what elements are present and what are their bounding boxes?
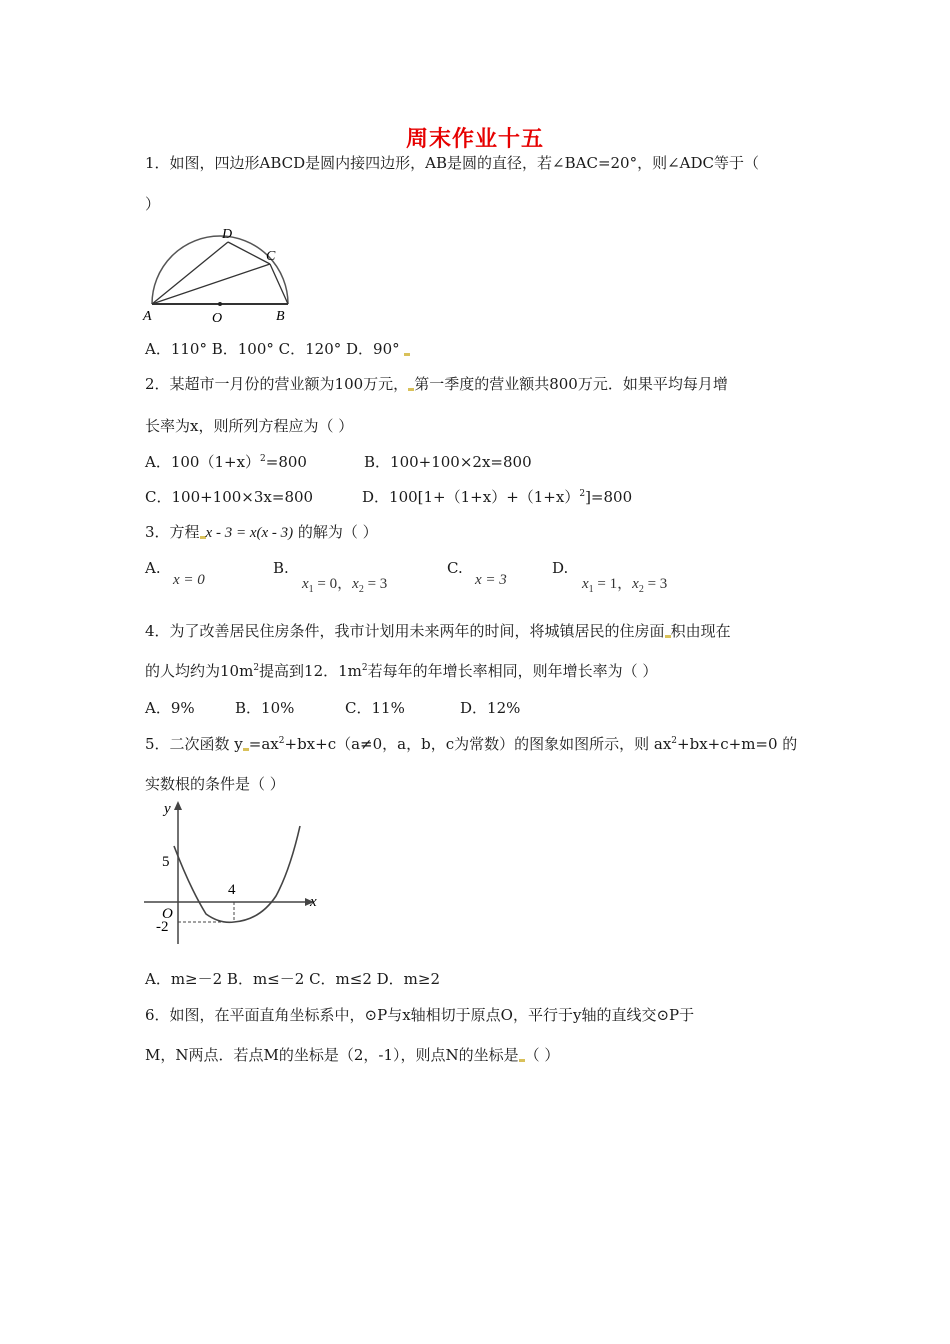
q4-text-line1 [145,620,731,641]
q3-equation: x - 3 = x(x - 3) [205,525,294,541]
q3-option-b-x2: x [352,576,359,592]
q1-center-point [218,302,222,306]
q4-text-line2 [145,660,657,681]
q4-text-line2a: 的人均约为10m [145,662,254,680]
q5-label-neg-two: -2 [156,919,169,935]
q4-option-b: B．10% [235,699,295,717]
q2-option-d-text: D．100[1+（1+x）+（1+x） [362,488,580,506]
q2-option-a-sup: 2 [260,454,266,464]
q1-circle-figure [140,222,300,326]
q1-semicircle-arc [152,236,288,304]
q3-prefix: 3．方程 [145,523,200,541]
q3-option-a-math [173,572,205,589]
q2-text-line2: 长率为x，则所列方程应为（ ） [145,417,354,435]
q5-label-y: y [164,801,171,817]
q5-parabola-curve [174,826,300,922]
q2-option-a [145,451,307,472]
q5-text-line1c: +bx+c（a≠0，a，b，c为常数）的图象如图所示，则 ax [284,735,672,753]
q5-label-origin: O [162,906,173,922]
q2-text-line1b: 第一季度的营业额共800万元．如果平均每月增 [414,375,728,393]
q3-option-a-value: x = 0 [173,572,205,588]
q4-option-c: C．11% [345,699,405,717]
q2-option-c: C．100+100×3x=800 [145,488,314,506]
q1-label-d: D [222,227,233,242]
q3-option-a-label: A. [145,559,161,577]
q5-sup1: 2 [278,736,285,746]
q3-suffix: 的解为（ ） [297,523,378,541]
q1-options-text: A．110° B．100° C．120° D．90° [145,340,400,358]
q6-text-line2a: M，N两点．若点M的坐标是（2，-1），则点N的坐标是 [145,1046,519,1064]
q1-chord-ad [152,242,228,304]
q1-label-a: A [143,309,152,324]
q3-option-c-value: x = 3 [475,572,507,588]
q5-text-line1d: +bx+c+m=0 的 [677,735,798,753]
q1-chord-dc [228,242,270,264]
q3-option-d-math [582,572,667,595]
q5-label-x: x [310,894,317,910]
page-title: 周末作业十五 [405,127,544,152]
q3-option-b-x1: x [302,576,309,592]
q6-text-line1: 6．如图，在平面直角坐标系中，⊙P与x轴相切于原点O，平行于y轴的直线交⊙P于 [145,1006,695,1024]
q1-label-c: C [266,249,276,264]
q3-option-d-x1-sub: 1 [588,584,594,595]
q5-text-line2: 实数根的条件是（ ） [145,775,285,793]
q1-text-line1: 1．如图，四边形ABCD是圆内接四边形，AB是圆的直径，若∠BAC=20°，则∠ADC等于（ [145,154,759,172]
q5-label-four: 4 [228,882,236,898]
q3-option-d-sep: ， [617,576,633,592]
q5-sup2: 2 [671,736,678,746]
q4-option-a: A．9% [145,699,195,717]
q3-option-c-label: C. [447,559,463,577]
q3-option-b-label: B. [273,559,289,577]
q3-option-b-x1-val: = 0 [313,576,338,592]
q3-option-b-math [302,572,387,595]
q4-sup1: 2 [253,663,260,673]
q2-option-d-tail: ]=800 [585,488,633,506]
q4-sup2: 2 [361,663,368,673]
q3-option-d-x2-sub: 2 [638,584,644,595]
q4-text-line2c: 若每年的年增长率相同，则年增长率为（ ） [367,662,658,680]
q3-option-b-x2-sub: 2 [358,584,364,595]
q3-option-d-x1: x [582,576,589,592]
q2-option-d-sup: 2 [579,489,586,499]
q3-option-c-math [475,572,507,589]
q6-text-line2 [145,1044,559,1065]
q3-text-line [145,521,378,542]
q1-options [145,338,410,359]
q2-text-line1 [145,373,728,394]
q2-option-d [362,486,632,507]
q5-label-five: 5 [162,854,170,870]
q4-option-d: D．12% [460,699,521,717]
q2-option-a-text: A．100（1+x） [145,453,261,471]
edit-mark [404,353,410,356]
q1-label-b: B [276,309,285,324]
q6-text-line2b: （ ） [524,1046,560,1064]
q5-text-line1 [145,733,797,754]
q3-option-d-x1-val: = 1 [593,576,618,592]
q3-option-b-x1-sub: 1 [308,584,314,595]
q1-text-line2: ） [145,195,161,213]
q5-y-arrow [174,801,182,810]
q1-chord-ac [152,264,270,304]
q4-text-line1b: 积由现在 [670,622,731,640]
q2-text-line1a: 2．某超市一月份的营业额为100万元， [145,375,409,393]
q2-option-a-tail: =800 [265,453,307,471]
q4-text-line2b: 提高到12．1m [259,662,362,680]
q5-text-line1a: 5．二次函数 y [145,735,243,753]
q3-option-b-x2-val: = 3 [363,576,388,592]
q3-option-b-sep: ， [337,576,353,592]
q3-option-d-x2: x [632,576,639,592]
q4-text-line1a: 4．为了改善居民住房条件，我市计划用未来两年的时间，将城镇居民的住房面 [145,622,665,640]
q3-option-d-x2-val: = 3 [643,576,668,592]
q5-text-line1b: =ax [248,735,279,753]
q5-options: A．m≥－2 B．m≤－2 C．m≤2 D．m≥2 [145,970,441,988]
q3-option-d-label: D. [552,559,569,577]
q5-parabola-figure [140,798,330,948]
q1-label-o: O [212,311,223,326]
q2-option-b: B．100+100×2x=800 [364,453,532,471]
